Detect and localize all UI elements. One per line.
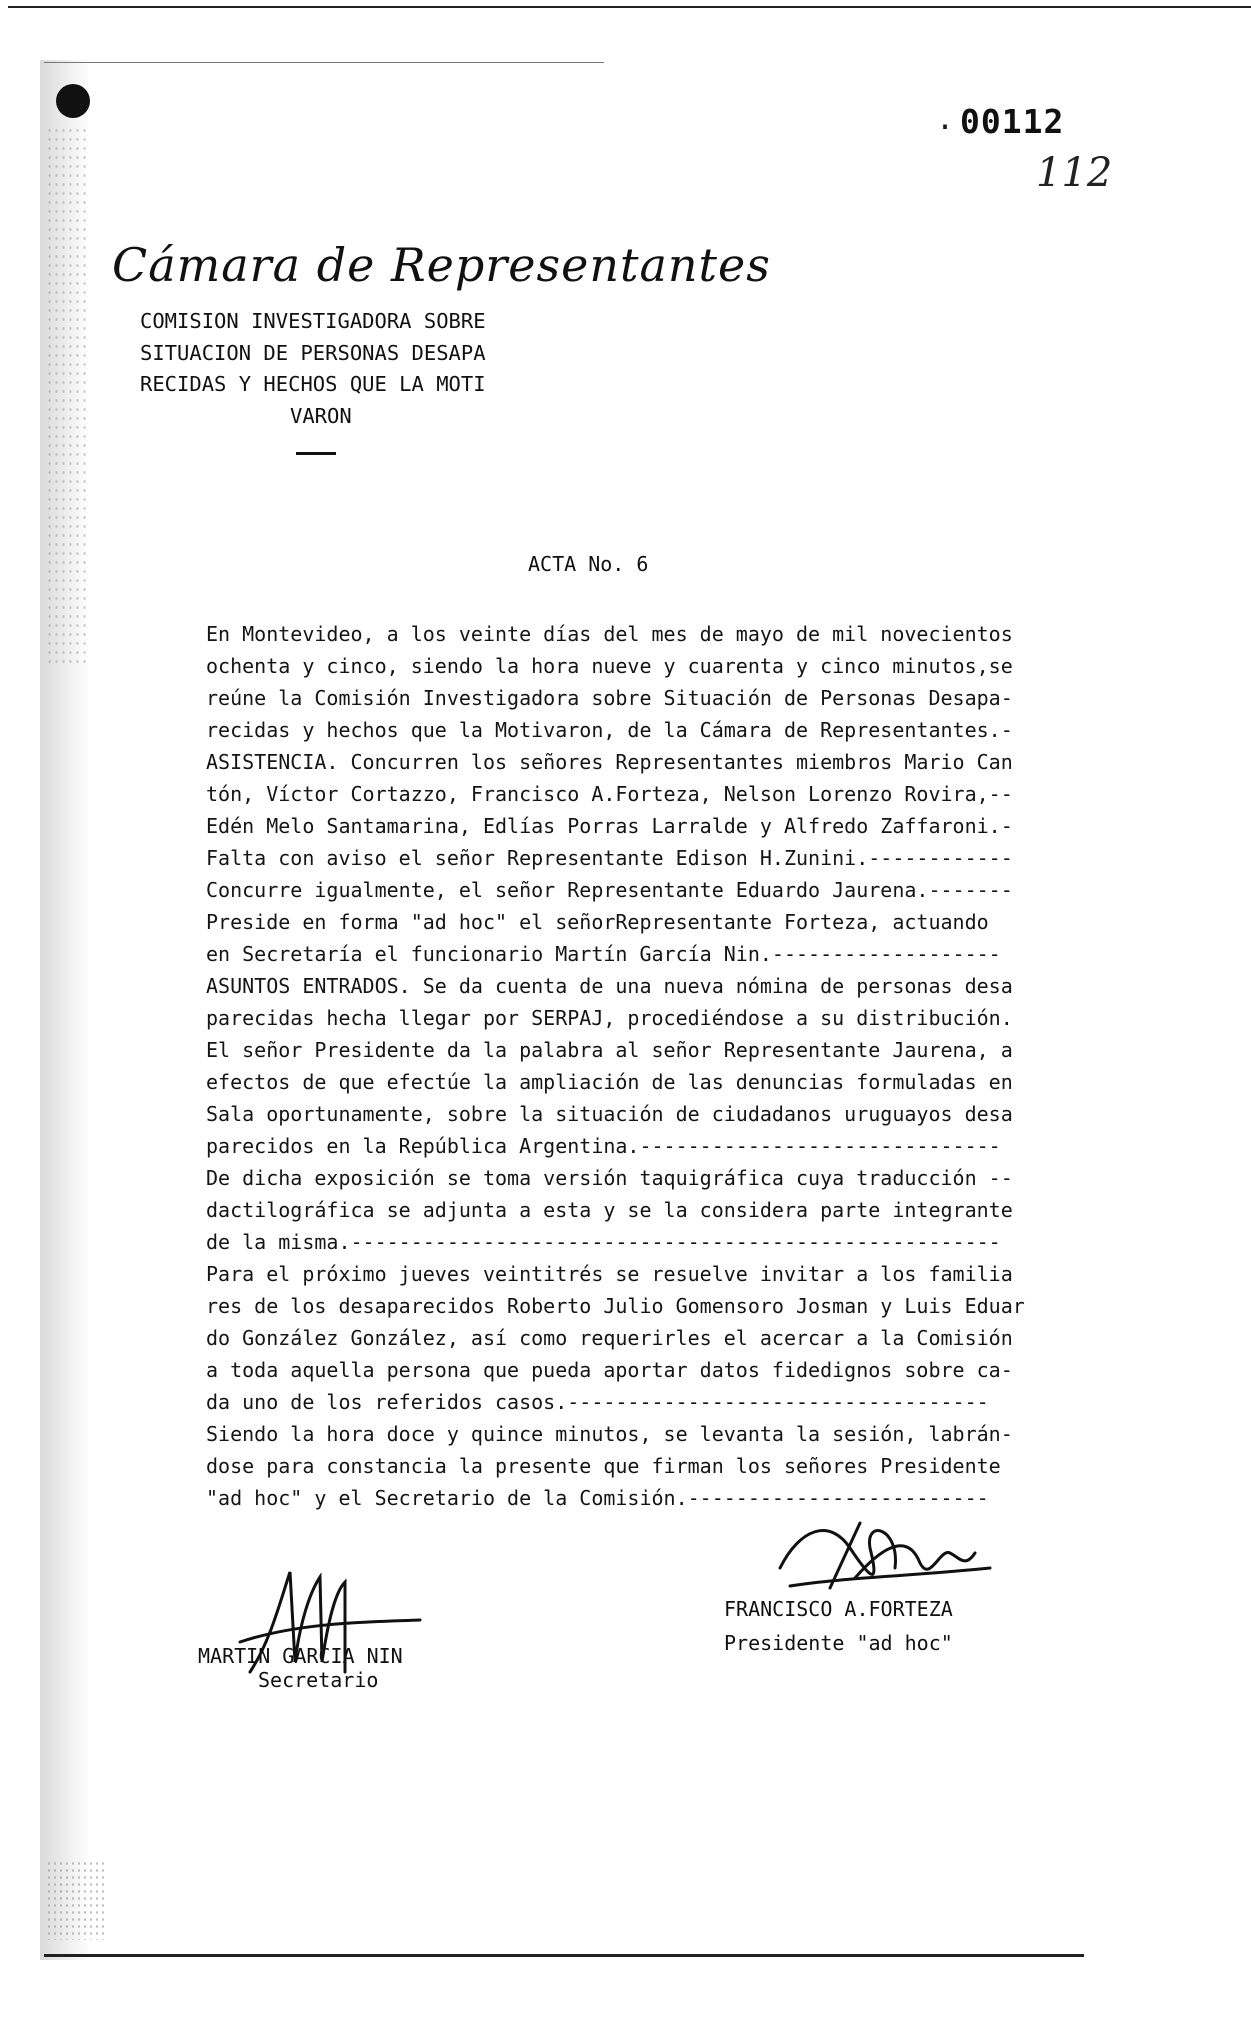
body-line: do González González, así como requerirles el acercar a la Comisión [206, 1326, 1013, 1350]
body-line: a toda aquella persona que pueda aportar datos fidedignos sobre ca- [206, 1358, 1013, 1382]
secretary-signature-block [198, 1644, 403, 1692]
file-number: 00112 [960, 102, 1065, 141]
body-line: Sala oportunamente, sobre la situación de ciudadanos uruguayos desa [206, 1102, 1013, 1126]
secretary-role: Secretario [258, 1668, 379, 1692]
body-line: efectos de que efectúe la ampliación de las denuncias formuladas en [206, 1070, 1013, 1094]
body-line: res de los desaparecidos Roberto Julio Gomensoro Josman y Luis Eduar [206, 1294, 1025, 1318]
commission-line: COMISION INVESTIGADORA SOBRE [140, 309, 486, 333]
body-line: dose para constancia la presente que firman los señores Presidente [206, 1454, 1001, 1478]
body-line: parecidos en la República Argentina.------------------------------ [206, 1134, 1001, 1158]
heading-separator [296, 452, 336, 455]
body-line: recidas y hechos que la Motivaron, de la Cámara de Representantes.- [206, 718, 1013, 742]
president-name: FRANCISCO A.FORTEZA [724, 1597, 953, 1621]
body-line: ASUNTOS ENTRADOS. Se da cuenta de una nueva nómina de personas desa [206, 974, 1013, 998]
body-line: Concurre igualmente, el señor Representante Eduardo Jaurena.------- [206, 878, 1013, 902]
scan-noise-bottom [46, 1860, 106, 1940]
minutes-body [206, 618, 1086, 1514]
commission-line: SITUACION DE PERSONAS DESAPA [140, 340, 486, 365]
secretary-name: MARTIN GARCIA NIN [198, 1644, 403, 1668]
body-line: En Montevideo, a los veinte días del mes de mayo de mil novecientos [206, 622, 1013, 646]
body-line: Edén Melo Santamarina, Edlías Porras Larralde y Alfredo Zaffaroni.- [206, 814, 1013, 838]
body-line: Para el próximo jueves veintitrés se resuelve invitar a los familia [206, 1262, 1013, 1286]
body-line: Preside en forma "ad hoc" el señorRepresentante Forteza, actuando [206, 910, 989, 934]
body-line: ochenta y cinco, siendo la hora nueve y cuarenta y cinco minutos,se [206, 654, 1013, 678]
commission-heading [140, 306, 486, 432]
body-line: Siendo la hora doce y quince minutos, se levanta la sesión, labrán- [206, 1422, 1013, 1446]
commission-line: VARON [290, 403, 352, 428]
president-role: Presidente "ad hoc" [724, 1631, 953, 1655]
body-line: en Secretaría el funcionario Martín García Nin.------------------- [206, 942, 1001, 966]
body-line: tón, Víctor Cortazzo, Francisco A.Forteza, Nelson Lorenzo Rovira,-- [206, 782, 1013, 806]
body-line: El señor Presidente da la palabra al señor Representante Jaurena, a [206, 1038, 1013, 1062]
body-line: Falta con aviso el señor Representante Edison H.Zunini.------------ [206, 846, 1013, 870]
top-border-line [8, 6, 1251, 8]
act-title: ACTA No. 6 [528, 552, 649, 576]
body-line: ASISTENCIA. Concurren los señores Representantes miembros Mario Can [206, 750, 1013, 774]
file-number-dot: . [936, 102, 955, 137]
commission-line: RECIDAS Y HECHOS QUE LA MOTI [140, 372, 486, 396]
punch-hole-mark [56, 84, 90, 118]
body-line: de la misma.------------------------------------------------------ [206, 1230, 1001, 1254]
chamber-letterhead: Cámara de Representantes [112, 238, 771, 292]
header-rule [44, 62, 604, 63]
body-line: "ad hoc" y el Secretario de la Comisión.------------------------- [206, 1486, 989, 1510]
bottom-border-line [44, 1954, 1084, 1957]
body-line: reúne la Comisión Investigadora sobre Situación de Personas Desapa- [206, 686, 1013, 710]
body-line: De dicha exposición se toma versión taquigráfica cuya traducción -- [206, 1166, 1013, 1190]
president-signature-block [724, 1592, 953, 1660]
scan-noise-top [46, 126, 90, 666]
handwritten-page-number: 112 [1036, 150, 1113, 196]
body-line: parecidas hecha llegar por SERPAJ, procediéndose a su distribución. [206, 1006, 1013, 1030]
body-line: dactilográfica se adjunta a esta y se la considera parte integrante [206, 1198, 1013, 1222]
body-line: da uno de los referidos casos.----------------------------------- [206, 1390, 989, 1414]
